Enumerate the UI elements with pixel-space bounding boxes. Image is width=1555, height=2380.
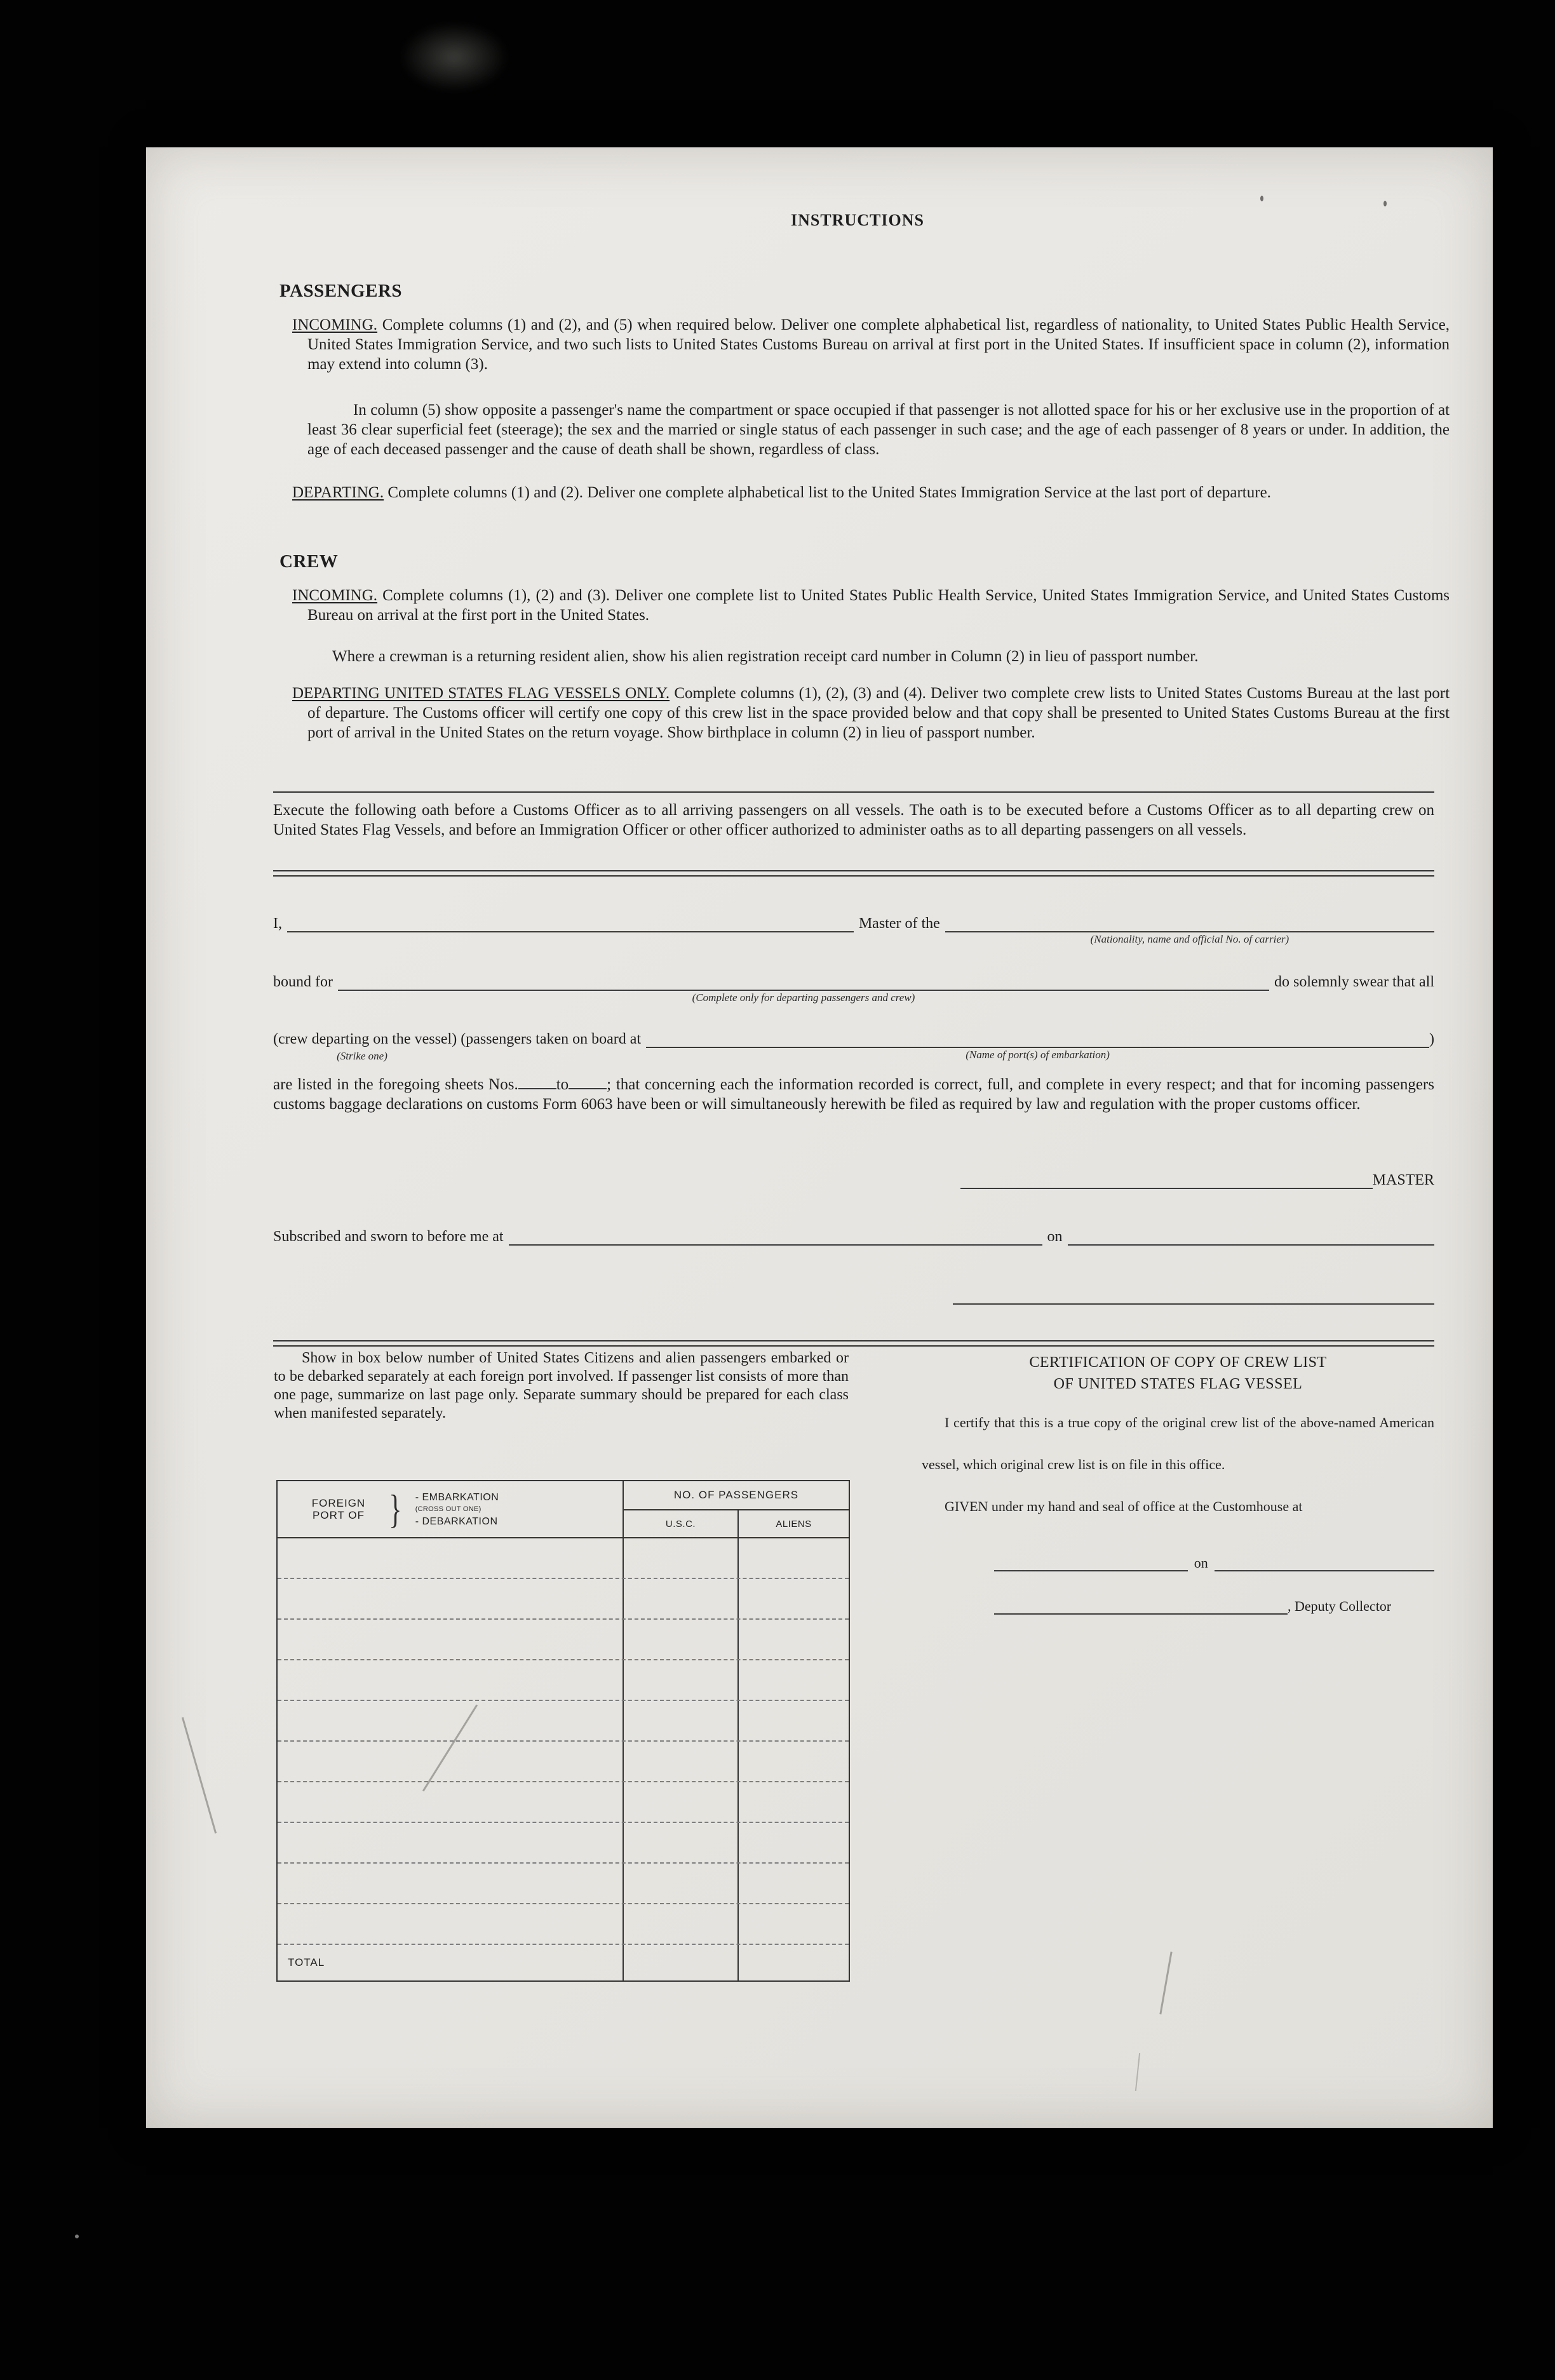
summary-table-total-row [278,1945,849,1980]
summary-table-cell [278,1904,624,1944]
master-signature-blank [960,1167,1373,1189]
deputy-collector-line [994,1596,1434,1615]
subscribed-text: Subscribed and sworn to before me at [273,1228,504,1245]
crew-heading: CREW [279,551,339,572]
master-signature-line [960,1169,1434,1189]
passengers-departing-label: DEPARTING. [292,484,384,501]
strike-line-text: (crew departing on the vessel) (passengers taken on board at [273,1031,642,1047]
bound-for-label: bound for [273,974,333,990]
oath-i-label: I, [273,915,282,932]
carrier-caption: (Nationality, name and official No. of carrier) [1090,933,1289,945]
summary-table-cell [739,1538,849,1578]
scan-artifact-line-left [182,1717,217,1833]
passenger-subcolumns [624,1510,849,1537]
summary-table-cell [624,1782,739,1822]
sheets-pre-text: are listed in the foregoing sheets Nos. [273,1076,518,1093]
strike-one-caption: (Strike one) [337,1050,387,1062]
passengers-incoming-label: INCOMING. [292,316,378,333]
summary-table-cell [739,1579,849,1618]
crew-incoming-text: Complete columns (1), (2) and (3). Deliver one complete list to United States Public Health Service, United States Immigration Service, and United States Customs Bureau on arrival at the first port in the United States. [307,587,1450,624]
summary-table-row [278,1701,849,1742]
certification-body-text: I certify that this is a true copy of the original crew list of the above-named American vessel, which original crew list is on file in this office. [922,1415,1434,1472]
summary-table-cell [278,1823,624,1862]
master-of-the-label: Master of the [858,915,940,932]
summary-table-cell [278,1579,624,1618]
divider-rule-bottom [273,1340,1434,1347]
summary-table-cell [278,1538,624,1578]
scan-artifact-smudge [400,22,508,92]
summary-table-body [278,1538,849,1945]
summary-table-row [278,1660,849,1701]
summary-table-cell [624,1823,739,1862]
summary-table-cell [739,1701,849,1740]
officer-signature-line [953,1283,1434,1305]
summary-table-cell [739,1823,849,1862]
certification-given-text: GIVEN under my hand and seal of office at the Customhouse at [945,1498,1303,1514]
sheet-number-blank [518,1075,556,1089]
certification-title-line2: OF UNITED STATES FLAG VESSEL [1053,1376,1303,1392]
passenger-summary-table [276,1480,850,1982]
sheets-to-text: to [556,1076,569,1093]
summary-table-header [278,1481,849,1538]
swear-text: do solemnly swear that all [1274,974,1434,990]
summary-table-cell [739,1620,849,1659]
page-title: INSTRUCTIONS [791,211,924,229]
port-caption: (Name of port(s) of embarkation) [966,1049,1110,1061]
summary-table-row [278,1864,849,1904]
close-paren: ) [1429,1031,1434,1047]
divider-rule-double [273,870,1434,877]
certification-title [922,1352,1434,1395]
subscribed-on-label: on [1047,1228,1063,1245]
oath-instructions: Execute the following oath before a Customs Officer as to all arriving passengers on all vessels. The oath is to be executed before a Customs Officer as to all departing crew on United States Flag Vessels, and before an Immigration Officer or other officer authorized to administer oaths as to all departing passengers on all vessels. [273,802,1434,838]
debarkation-label: - DEBARKATION [415,1516,498,1527]
summary-table-cell [278,1782,624,1822]
summary-table-cell [278,1660,624,1700]
customhouse-place-blank [994,1551,1188,1571]
foreign-port-header-cell [278,1481,624,1537]
summary-table-cell [624,1701,739,1740]
scan-artifact-line-right-2 [1135,2053,1140,2091]
aliens-column-header: ALIENS [776,1518,812,1530]
total-label: TOTAL [278,1945,624,1980]
crew-resident-note: Where a crewman is a returning resident alien, show his alien registration receipt card number in Column (2) in lieu of passport number. [332,648,1199,665]
summary-table-row [278,1742,849,1782]
summary-table-cell [278,1864,624,1903]
passengers-incoming-paragraph [292,315,1450,374]
certification-on-label: on [1194,1555,1208,1571]
bound-for-caption: (Complete only for departing passengers and crew) [692,992,915,1004]
summary-table-cell [739,1904,849,1944]
usc-column-header: U.S.C. [624,1510,739,1537]
master-label: MASTER [1372,1172,1434,1188]
foreign-port-label: FOREIGN PORT OF [311,1497,366,1521]
embark-debark-labels [415,1491,499,1528]
destination-blank [338,968,1269,1004]
summary-table-row [278,1579,849,1620]
passengers-header-cell [624,1481,849,1537]
scan-artifact-speck [75,2235,79,2238]
summary-table-cell [278,1701,624,1740]
divider-rule-top [273,791,1434,793]
crew-departing-paragraph [292,683,1450,743]
summary-table-cell [624,1579,739,1618]
embarkation-label: - EMBARKATION [415,1491,499,1503]
certification-body [922,1402,1434,1528]
summary-note: Show in box below number of United States Citizens and alien passengers embarked or to be debarked separately at each foreign port involved. If passenger list consists of more than one page, summarize on last page only. Separate summary should be prepared for each class when manifested separately. [274,1350,849,1422]
form-page [146,147,1493,2128]
crew-incoming-label: INCOMING. [292,587,378,604]
certification-title-line1: CERTIFICATION OF COPY OF CREW LIST [1029,1354,1327,1371]
cross-out-one-label: (CROSS OUT ONE) [415,1505,481,1513]
summary-table-cell [624,1864,739,1903]
subscribed-line [273,1224,1434,1246]
scan-artifact-speck [1260,196,1263,201]
crew-incoming-paragraph [292,586,1450,625]
summary-table-cell [739,1742,849,1781]
crew-departing-text: Complete columns (1), (2), (3) and (4). Deliver two complete crew lists to United States Customs Bureau at the last port of departure. The Customs officer will certify one copy of this crew list in the space provided below and that copy shall be presented to United States Customs Bureau at the first port of arrival in the United States on the return voyage. Show birthplace in column (2) in lieu of passport number. [307,685,1450,741]
summary-table-cell [624,1742,739,1781]
deputy-collector-label: , Deputy Collector [1288,1598,1392,1614]
brace-icon: } [389,1486,402,1531]
summary-table-row [278,1538,849,1579]
sheets-paragraph [273,1075,1434,1114]
passengers-incoming-text: Complete columns (1) and (2), and (5) when required below. Deliver one complete alphabetical list, regardless of nationality, to United States Public Health Service, United States Immigration Service, and two such lists to United States Customs Bureau on arrival at first port in the United States. If insufficient space in column (2), information may extend into column (3). [307,316,1450,373]
summary-table-row [278,1904,849,1945]
summary-table-cell [739,1864,849,1903]
summary-table-cell [278,1620,624,1659]
no-of-passengers-label: NO. OF PASSENGERS [624,1481,849,1510]
summary-table-row [278,1782,849,1823]
certification-date-blank [1215,1551,1434,1571]
summary-table-cell [624,1660,739,1700]
sheet-number-blank-2 [569,1075,607,1089]
passengers-departing-text: Complete columns (1) and (2). Deliver one complete alphabetical list to the United States Immigration Service at the last port of departure. [387,484,1271,501]
scan-artifact-speck [1383,201,1387,206]
total-aliens-cell [739,1945,849,1980]
summary-table-cell [739,1782,849,1822]
passengers-heading: PASSENGERS [279,281,403,301]
passengers-departing-paragraph [292,483,1450,502]
summary-table-cell [739,1660,849,1700]
deputy-signature-blank [994,1594,1288,1615]
master-name-blank [287,910,854,932]
summary-table-cell [624,1538,739,1578]
scan-artifact-line-right [1159,1951,1172,2014]
summary-table-cell [624,1620,739,1659]
carrier-blank [945,910,1434,945]
passengers-column5-paragraph: In column (5) show opposite a passenger's name the compartment or space occupied if that passenger is not allotted space for his or her exclusive use in the proportion of at least 36 clear superficial feet (steerage); the sex and the married or single status of each passenger in such case; and the age of each passenger of 8 years or under. In addition, the age of each deceased passenger and the cause of death shall be shown, regardless of class. [307,401,1450,458]
summary-table-row [278,1823,849,1864]
total-usc-cell [624,1945,739,1980]
crew-departing-label: DEPARTING UNITED STATES FLAG VESSELS ONLY. [292,685,670,702]
certification-place-date-line [994,1552,1434,1571]
oath-line-embarkation [273,1026,1434,1062]
oath-line-master [273,911,1434,945]
embarkation-port-blank [646,1025,1429,1061]
oath-line-bound-for [273,969,1434,1004]
sheets-post-text: ; that concerning each the information recorded is correct, full, and complete in every respect; and that for incoming passengers customs baggage declarations on customs Form 6063 have been or will simultaneously herewith be filed as required by law and regulation with the proper customs officer. [273,1076,1434,1113]
summary-table-cell [624,1904,739,1944]
subscribed-date-blank [1068,1223,1434,1246]
subscribed-place-blank [509,1223,1042,1246]
summary-table-row [278,1620,849,1660]
